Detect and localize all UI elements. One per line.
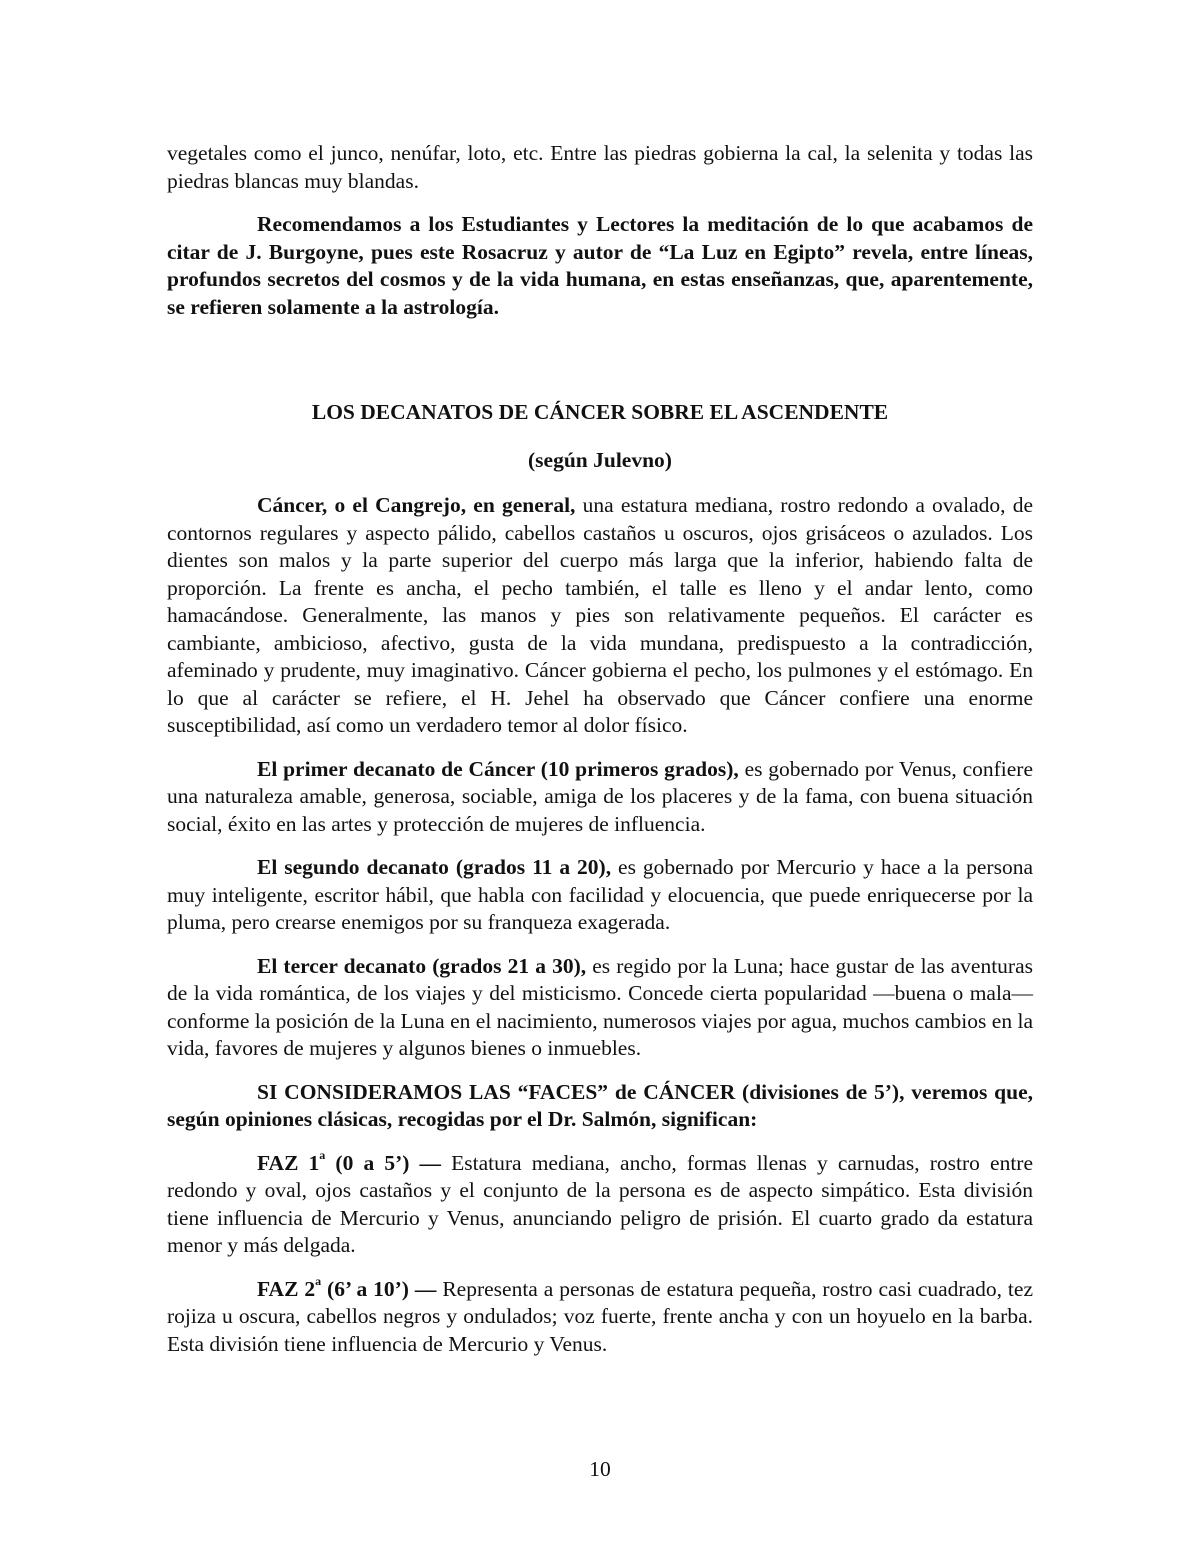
face-1-lead bbox=[257, 1148, 442, 1175]
face-2-superscript: a bbox=[315, 1274, 322, 1289]
first-decanate-text: es gobernado por Venus, confiere una naturaleza amable, generosa, sociable, amiga de los placeres y de la fama, con buena situación social, éxito en las artes y protección de mujeres de influencia. bbox=[167, 756, 1033, 836]
face-2-label: FAZ 2 bbox=[257, 1276, 316, 1301]
face-1-label: FAZ 1 bbox=[257, 1150, 320, 1175]
third-decanate-text: es regido por la Luna; hace gustar de las aventuras de la vida romántica, de los viajes y del misticismo. Concede cierta popularidad —buena o mala— conforme la posición de la Luna en el nacimiento, numerosos viajes por agua, muchos cambios en la vida, favores de mujeres y algunos bienes o inmuebles. bbox=[167, 953, 1033, 1060]
recommendation-text: Recomendamos a los Estudiantes y Lectores la meditación de lo que acabamos de citar de J. Burgoyne, pues este Rosacruz y autor de “La Luz en Egipto” revela, entre líneas, profundos secretos del cosmos y de la vida humana, en estas enseñanzas, que, aparentemente, se refieren solamente a la astrología. bbox=[167, 212, 1033, 319]
face-1-text: Estatura mediana, ancho, formas llenas y carnudas, rostro entre redondo y oval, ojos castaños y el conjunto de la persona es de aspecto simpático. Esta división tiene influencia de Mercurio y Venus, anunciando peligro de prisión. El cuarto grado da estatura menor y más delgada. bbox=[167, 1150, 1033, 1257]
section-heading: LOS DECANATOS DE CÁNCER SOBRE EL ASCENDENTE bbox=[311, 400, 889, 424]
paragraph-faces-intro bbox=[167, 1079, 1033, 1134]
paragraph-face-1 bbox=[167, 1150, 1033, 1260]
faces-intro-text: SI CONSIDERAMOS LAS “FACES” de CÁNCER (divisiones de 5’), veremos que, según opiniones clásicas, recogidas por el Dr. Salmón, significan: bbox=[167, 1079, 1033, 1131]
paragraph-face-2 bbox=[167, 1276, 1033, 1359]
face-1-superscript: a bbox=[319, 1148, 326, 1163]
face-1-range: (0 a 5’) — bbox=[325, 1150, 442, 1175]
third-decanate-lead: El tercer decanato (grados 21 a 30), bbox=[257, 953, 587, 978]
paragraph-third-decanate bbox=[167, 953, 1033, 1063]
section-subheading: (según Julevno) bbox=[528, 447, 672, 472]
paragraph-continuation: vegetales como el junco, nenúfar, loto, etc. Entre las piedras gobierna la cal, la selenita y todas las piedras blancas muy blandas. bbox=[167, 141, 1033, 193]
page-number: 10 bbox=[589, 1457, 611, 1481]
paragraph-first-decanate bbox=[167, 756, 1033, 839]
cancer-general-lead: Cáncer, o el Cangrejo, en general, bbox=[257, 493, 576, 517]
face-2-lead bbox=[257, 1274, 437, 1301]
second-decanate-text: es gobernado por Mercurio y hace a la persona muy inteligente, escritor hábil, que habla con facilidad y elocuencia, que puede enriquecerse por la pluma, pero crearse enemigos por su franqueza exagerada. bbox=[167, 855, 1034, 934]
paragraph-second-decanate bbox=[167, 854, 1033, 937]
first-decanate-lead: El primer decanato de Cáncer (10 primeros grados), bbox=[257, 756, 739, 781]
document-page bbox=[167, 140, 1033, 1358]
cancer-general-text: una estatura mediana, rostro redondo a ovalado, de contornos regulares y aspecto pálido, cabellos castaños u oscuros, ojos grisáceos o azulados. Los dientes son malos y la parte superior del cuerpo más larga que la inferior, habiendo falta de proporción. La frente es ancha, el pecho también, el talle es lleno y el andar lento, como hamacándose. Generalmente, las manos y pies son relativamente pequeños. El carácter es cambiante, ambicioso, afectivo, gusta de la vida mundana, predispuesto a la contradicción, afeminado y prudente, muy imaginativo. Cáncer gobierna el pecho, los pulmones y el estómago. En lo que al carácter se refiere, el H. Jehel ha observado que Cáncer confiere una enorme susceptibilidad, así como un verdadero temor al dolor físico. bbox=[167, 493, 1033, 737]
face-2-text: Representa a personas de estatura pequeña, rostro casi cuadrado, tez rojiza u oscura, cabellos negros y ondulados; voz fuerte, frente ancha y con un hoyuelo en la barba. Esta división tiene influencia de Mercurio y Venus. bbox=[167, 1276, 1033, 1356]
face-2-range: (6’ a 10’) — bbox=[321, 1276, 437, 1301]
paragraph-recommendation bbox=[167, 211, 1033, 321]
paragraph-cancer-general bbox=[167, 492, 1033, 740]
second-decanate-lead: El segundo decanato (grados 11 a 20), bbox=[257, 855, 612, 879]
